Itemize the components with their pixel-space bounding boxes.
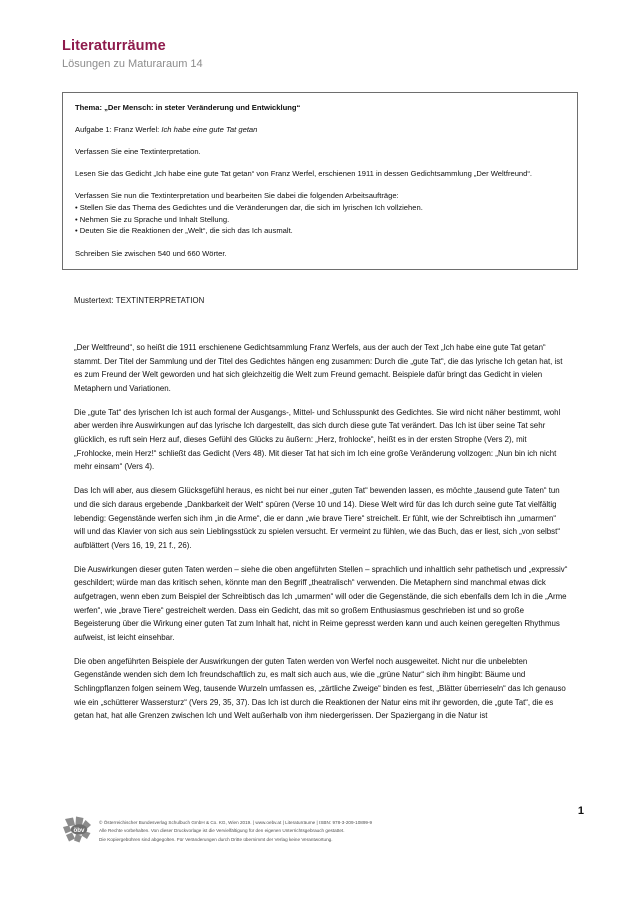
body-paragraph: Die Auswirkungen dieser guten Taten werden – siehe die oben angeführten Stellen – sprachlich und inhaltlich sehr pathetisch und „expressiv“ geschildert; würde man das kritisch sehen, könnte man den Begriff „theatralisch“ verwenden. Die Metaphern sind manchmal etwas dick aufgetragen, wenn eben zum Beispiel der Schreibtisch das Ich „umarmen“ will oder die Gegenstände, die sich ebenfalls dem Ich in die „Arme werfen“, wie „brave Tiere“ gestreichelt werden. Dass ein Gedicht, das mit so großem Enthusiasmus geschrieben ist und so große Begeisterung über die Wirkung einer guten Tat zum Inhalt hat, nicht in Reime gepresst werden kann und auch keinen geregelten Rhythmus aufweist, ist leicht einsehbar. <box>74 564 568 642</box>
footer-line: © Österreichischer Bundesverlag Schulbuch GmbH & Co. KG, Wien 2019. | www.oebv.at | Literaturräume | ISBN: 978-3-209-10899-9 <box>99 820 373 825</box>
body-text <box>74 341 568 733</box>
footer-line: Alle Rechte vorbehalten. Von dieser Druckvorlage ist die Vervielfältigung für den eigenen Unterrichtsgebrauch gestattet. <box>99 828 345 834</box>
task-reading: Lesen Sie das Gedicht „Ich habe eine gute Tat getan“ von Franz Werfel, erschienen 1911 in dessen Gedichtsammlung „Der Weltfreund“. <box>75 169 533 178</box>
task-instruction: Verfassen Sie eine Textinterpretation. <box>75 147 201 156</box>
task-aufgabe-prefix: Aufgabe 1: Franz Werfel: <box>75 125 162 134</box>
task-bullet-item: • Deuten Sie die Reaktionen der „Welt“, die sich das Ich ausmalt. <box>75 226 293 236</box>
task-aufgabe <box>75 124 565 135</box>
task-assignments-lead: Verfassen Sie nun die Textinterpretation und bearbeiten Sie dabei die folgenden Arbeitsaufträge: <box>75 191 399 200</box>
task-bullet-list <box>75 202 565 237</box>
page-subtitle: Lösungen zu Maturaraum 14 <box>62 58 203 71</box>
page-title: Literaturräume <box>62 38 166 54</box>
body-paragraph: Die oben angeführten Beispiele der Auswirkungen der guten Taten werden von Werfel noch ausgeweitet. Nicht nur die unbelebten Gegenstände wenden sich dem Ich freundschaftlich zu, es malt sich auch aus, wie die „grüne Natur“ sich ihm hingibt: Bäume und Schlingpflanzen folgen seinem Weg, tausende Wurzeln umfassen es, „zärtliche Zweige“ binden es fest, „Blätter überrieseln“ das Ich genauso wie ein „schütterer Wassersturz“ (Vers 29, 35, 37). Das Ich ist durch die Reaktionen der Natur eins mit ihr geworden, die „gute Tat“, die es getan hat, hat alle Grenzen zwischen Ich und Welt außerhalb von ihm niedergerissen. Der Spaziergang in die Natur ist <box>74 656 566 721</box>
task-thema: Thema: „Der Mensch: in steter Veränderung und Entwicklung“ <box>75 103 301 112</box>
task-bullet-item: • Nehmen Sie zu Sprache und Inhalt Stellung. <box>75 214 230 224</box>
task-assignments <box>75 190 565 237</box>
task-box <box>62 92 578 270</box>
oebv-logo-icon <box>62 816 92 844</box>
task-word-count: Schreiben Sie zwischen 540 und 660 Wörter. <box>75 249 227 259</box>
task-bullet-item: • Stellen Sie das Thema des Gedichtes und die Veränderungen dar, die sich im lyrischen Ich vollziehen. <box>75 202 423 212</box>
page-footer <box>62 818 582 844</box>
page-number: 1 <box>577 805 584 817</box>
mustertext-label: Mustertext: TEXTINTERPRETATION <box>74 296 205 305</box>
body-paragraph: „Der Weltfreund“, so heißt die 1911 erschienene Gedichtsammlung Franz Werfels, aus der auch der Text „Ich habe eine gute Tat getan“ stammt. Der Titel der Sammlung und der Titel des Gedichtes hängen eng zusammen: Durch die „gute Tat“, die das lyrische Ich getan hat, ist es zum Freund der Welt geworden und hat sich gleichzeitig die Welt zum Freund gemacht. Beispiele dafür bringt das Gedicht in vielen Metaphern und Variationen. <box>74 343 563 393</box>
body-paragraph: Das Ich will aber, aus diesem Glücksgefühl heraus, es nicht bei nur einer „guten Tat“ bewenden lassen, es möchte „tausend gute Taten“ tun und die sich daraus ergebende „Dankbarkeit der Welt“ spüren (Verse 10 und 14). Diese Welt wird für das Ich durch seine gute Tat vielfältig lebendig: Gegenstände werfen sich ihm „in die Arme“, die er dann „wie brave Tiere“ streichelt. Er fühlt, wie der Schreibtisch ihn „umarmen“ will und das Klavier von sich aus sein Lieblingsstück zu spielen versucht. Er vermeint zu fühlen, wie das Buch, das er liest, sich „von selbst“ aufblättert (Vers 16, 19, 21 f., 26). <box>74 486 560 550</box>
footer-text-lines <box>99 818 372 844</box>
footer-line: Die Kopiergebühren sind abgegolten. Für Veränderungen durch Dritte übernimmt der Verlag keine Verantwortung. <box>99 836 333 842</box>
body-paragraph: Die „gute Tat“ des lyrischen Ich ist auch formal der Ausgangs-, Mittel- und Schlusspunkt des Gedichtes. Sie wird nicht näher bestimmt, wohl aber werden ihre Auswirkungen auf das lyrische Ich dargestellt, das sich durch diese gute Tat verändert. Das Ich ist über seine Tat sehr glücklich, es ruft sein Herz auf, dieses Gefühl des Glücks zu äußern: „Herz, frohlocke“, heißt es in der ersten Strophe (Vers 2), mit „Frohlocke, mein Herz!“ schließt das Gedicht (Vers 48). Mit dieser Tat hat sich im Ich eine große Veränderung vollzogen: „Nun bin ich nicht mehr einsam“ (Vers 4). <box>74 407 561 472</box>
task-aufgabe-title: Ich habe eine gute Tat getan <box>161 125 258 134</box>
page-header <box>62 38 582 72</box>
oebv-logo-text: öbv <box>73 826 85 834</box>
